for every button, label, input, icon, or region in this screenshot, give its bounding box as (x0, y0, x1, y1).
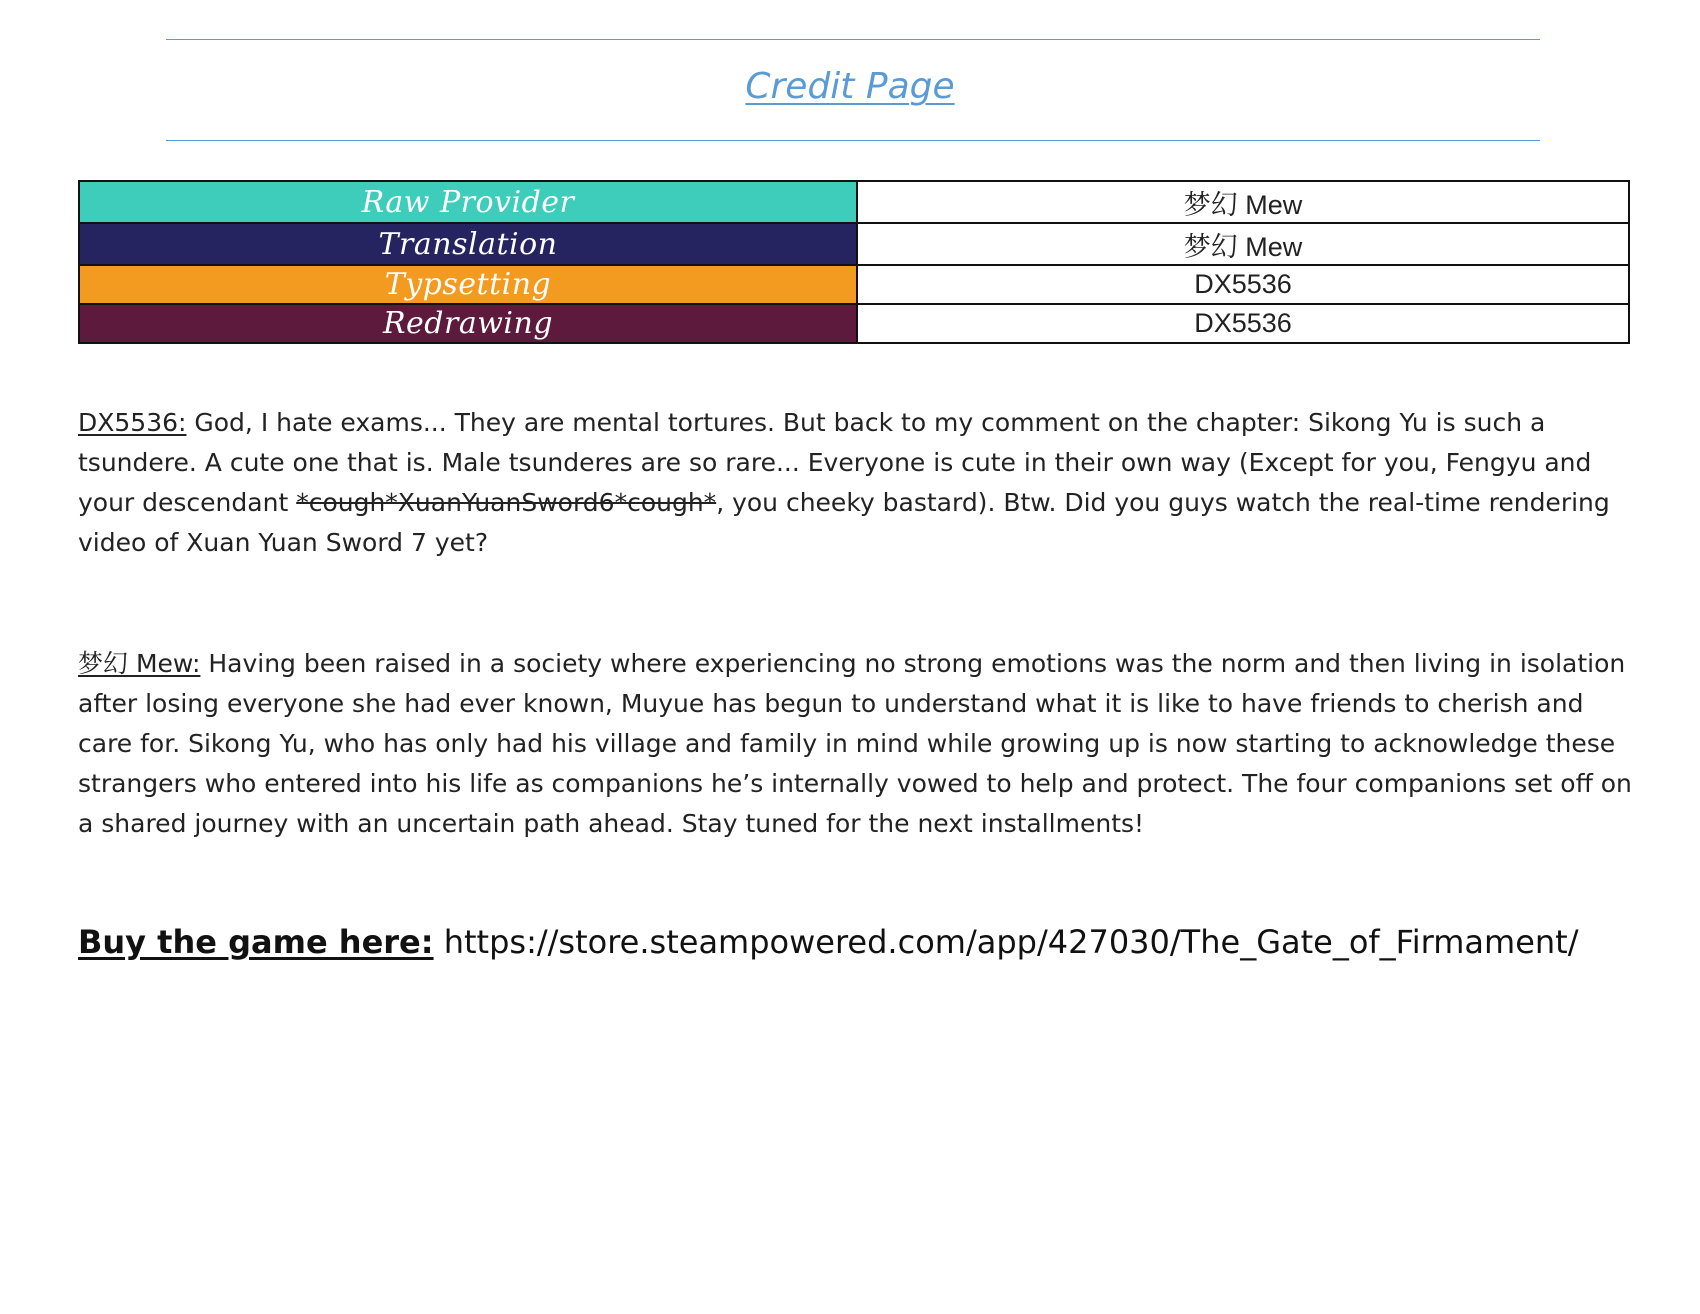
credit-role-typesetting: Typsetting (79, 265, 857, 304)
credits-row-typesetting (79, 265, 1629, 304)
credit-role-redrawing: Redrawing (79, 304, 857, 343)
credits-row-redrawing (79, 304, 1629, 343)
comment-dx5536 (78, 403, 1638, 563)
credits-row-translation (79, 223, 1629, 265)
comment-text-dx5536-part1: God, I hate exams... They are mental tortures. But back to my comment on the chapter: Sikong Yu is such a tsundere. A cute one that is. Male tsunderes are so rare... Everyone is cute in their own way (Except for you, Fengyu and your descendant (78, 408, 1592, 517)
buy-game-line (78, 920, 1678, 964)
comment-text-mew: Having been raised in a society where experiencing no strong emotions was the norm and then living in isolation after losing everyone she had ever known, Muyue has begun to understand what it is like to have friends to cherish and care for. Sikong Yu, who has only had his village and family in mind while growing up is now starting to acknowledge these strangers who entered into his life as companions he’s internally vowed to help and protect. The four companions set off on a shared journey with an uncertain path ahead. Stay tuned for the next installments! (78, 649, 1632, 838)
comment-mew (78, 644, 1638, 844)
page-title: Credit Page (745, 66, 955, 107)
buy-game-label: Buy the game here: (78, 923, 434, 961)
credit-name-translation: 梦幻 Mew (857, 223, 1629, 265)
comment-speaker-dx5536: DX5536: (78, 408, 187, 437)
credits-table (78, 180, 1630, 344)
credit-name-redrawing: DX5536 (857, 304, 1629, 343)
credit-name-typesetting: DX5536 (857, 265, 1629, 304)
credit-role-translation: Translation (79, 223, 857, 265)
credit-name-raw-provider: 梦幻 Mew (857, 181, 1629, 223)
comment-speaker-mew: 梦幻 Mew: (78, 649, 201, 678)
header-top-rule (166, 39, 1540, 40)
buy-game-url[interactable]: https://store.steampowered.com/app/427030/The_Gate_of_Firmament/ (433, 923, 1579, 961)
header-bottom-rule (166, 140, 1540, 141)
credits-row-raw-provider (79, 181, 1629, 223)
comment-text-dx5536-part2: , you cheeky bastard). Btw. Did you guys watch the real-time rendering video of Xuan Yuan Sword 7 yet? (78, 488, 1610, 557)
comment-strikethrough-text: *cough*XuanYuanSword6*cough* (296, 488, 717, 517)
credit-role-raw-provider: Raw Provider (79, 181, 857, 223)
